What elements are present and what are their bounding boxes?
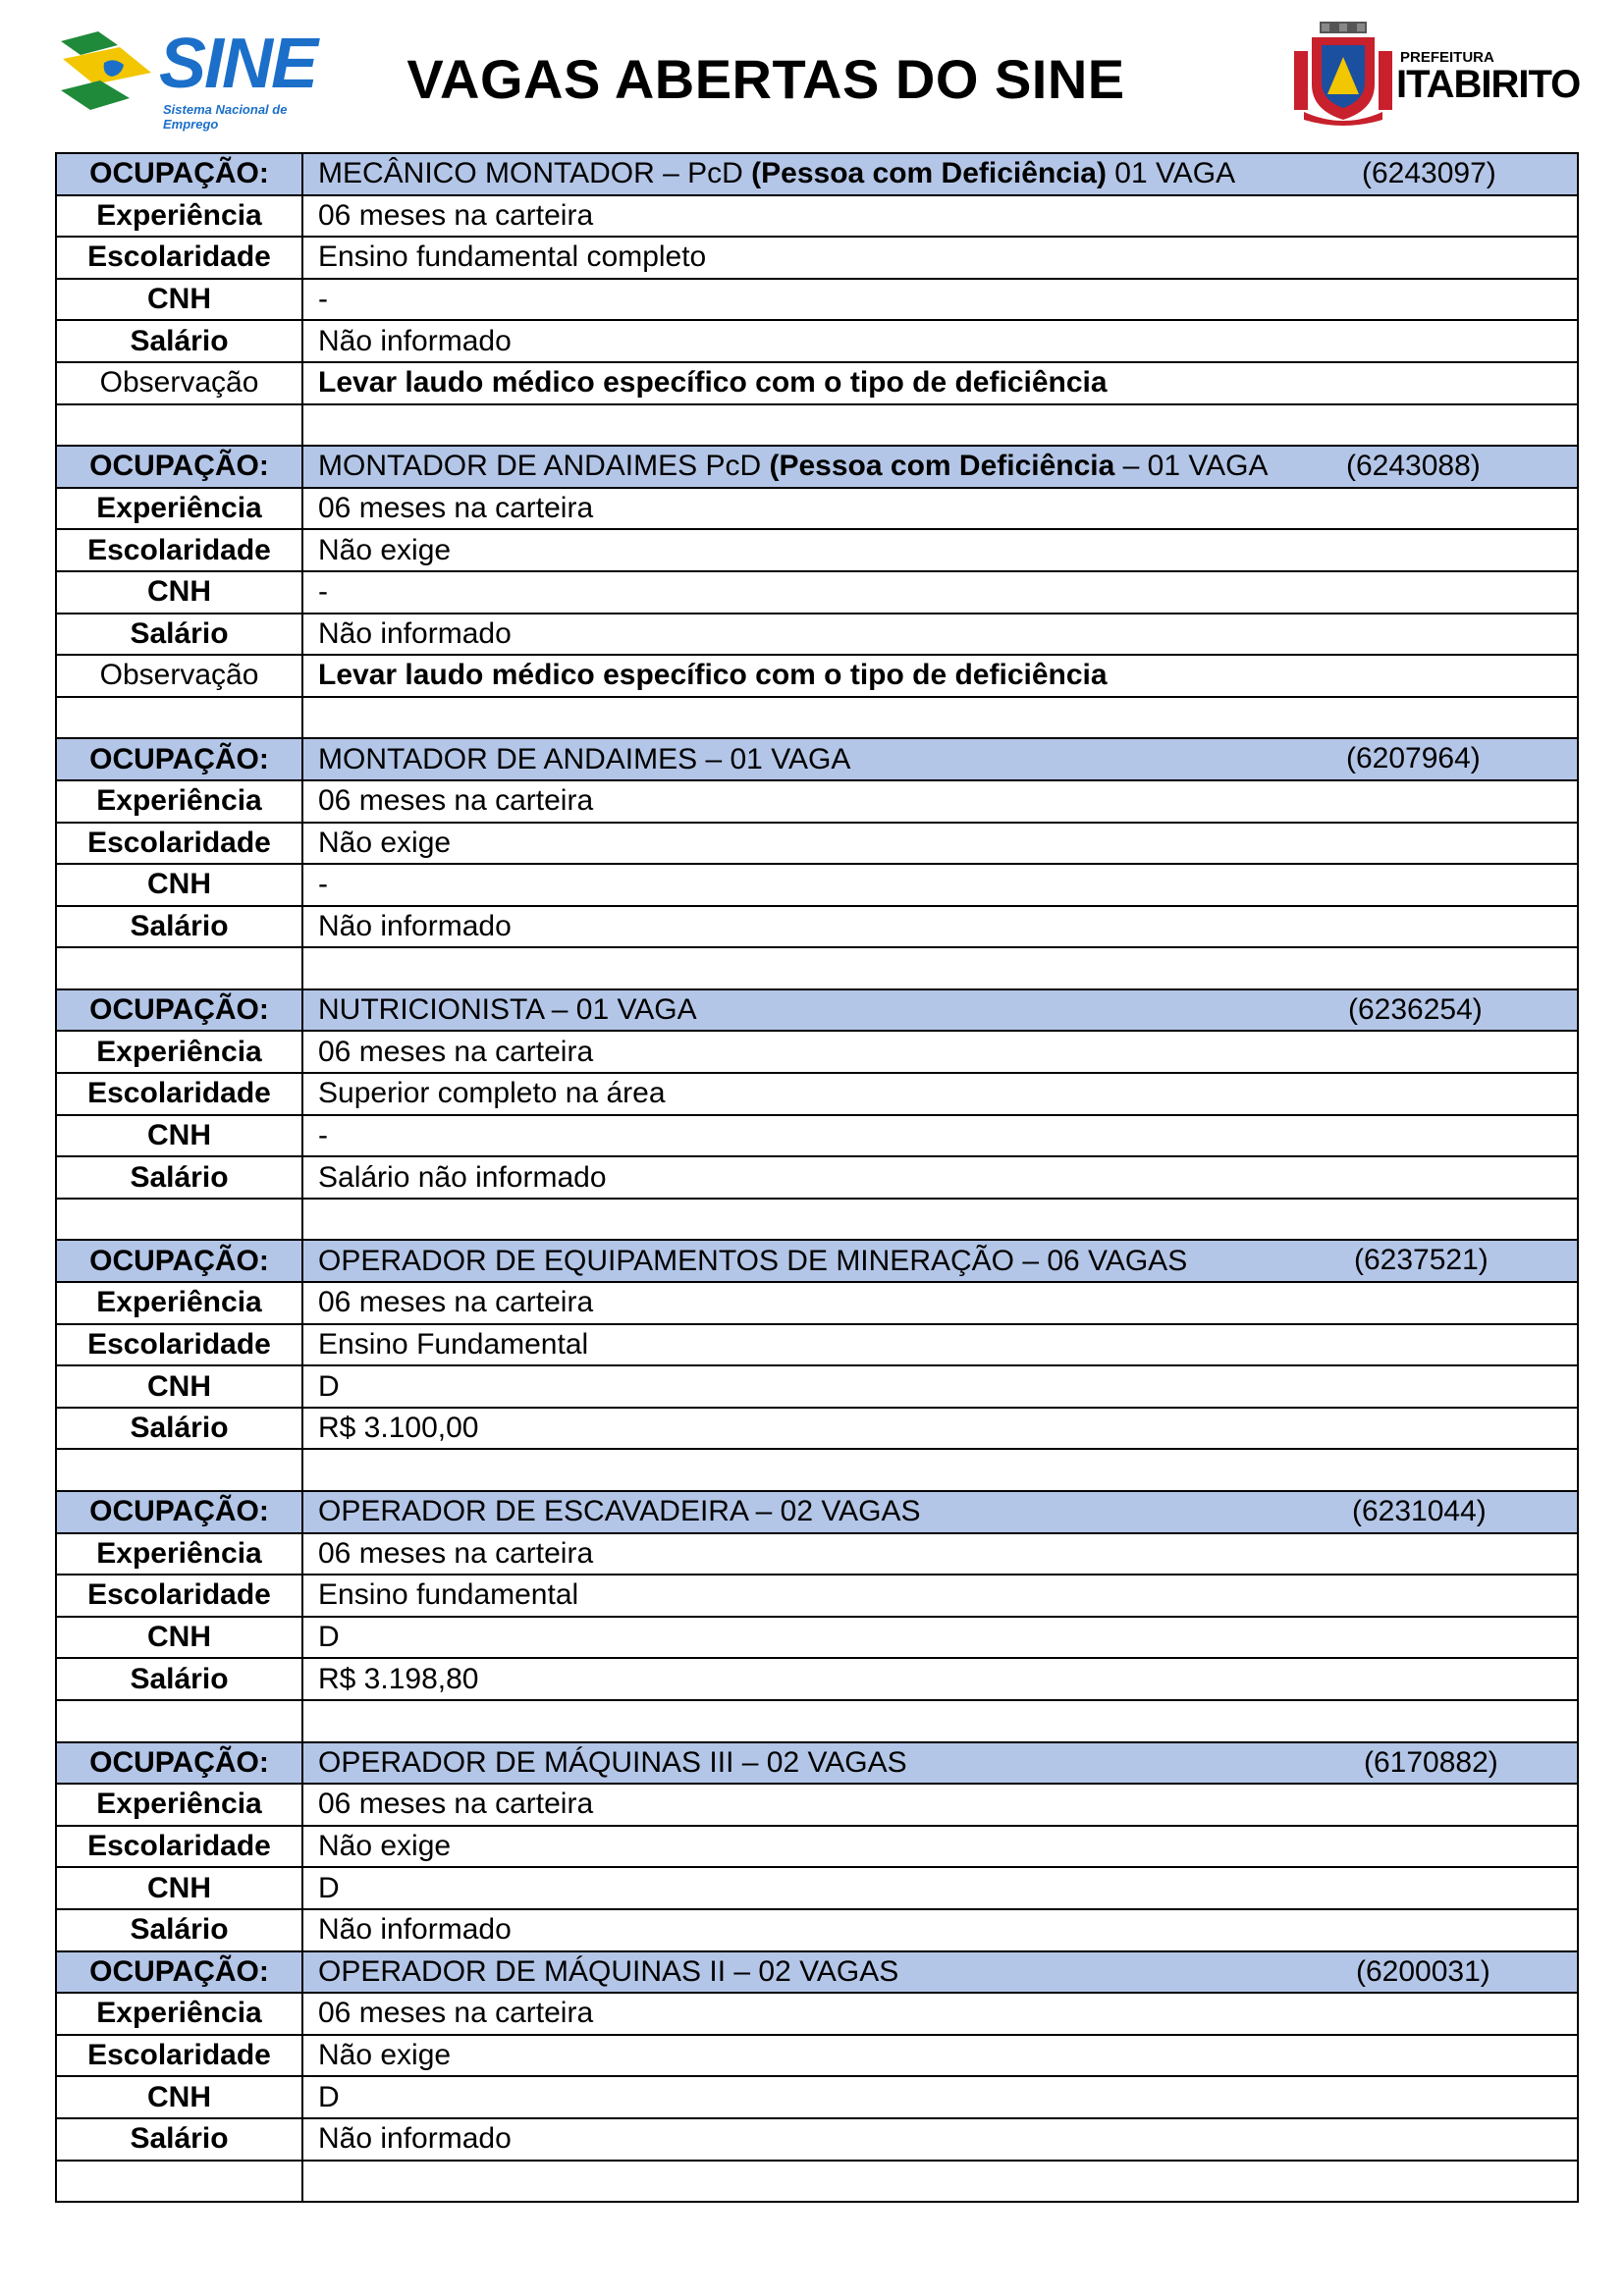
education-label: Escolaridade xyxy=(56,1324,302,1366)
page-header xyxy=(0,0,1624,147)
job-code: (6237521) xyxy=(1354,1244,1489,1277)
drivers-license-value: D xyxy=(302,1867,1578,1909)
experience-value: 06 meses na carteira xyxy=(302,1993,1578,2035)
drivers-license-label: CNH xyxy=(56,1365,302,1408)
education-label: Escolaridade xyxy=(56,1826,302,1868)
drivers-license-row xyxy=(56,864,1578,906)
page-title: VAGAS ABERTAS DO SINE xyxy=(406,48,1125,110)
occupation-title-tail: – 01 VAGA xyxy=(1114,450,1269,483)
occupation-label: OCUPAÇÃO: xyxy=(56,446,302,488)
drivers-license-value: D xyxy=(302,2076,1578,2118)
education-label: Escolaridade xyxy=(56,1575,302,1617)
sine-logo-subtitle: Sistema Nacional de Emprego xyxy=(163,102,288,132)
occupation-title xyxy=(302,446,1578,488)
occupation-title-bold: (Pessoa com Deficiência xyxy=(769,450,1115,483)
occupation-title-text: MONTADOR DE ANDAIMES – 01 VAGA xyxy=(318,742,851,775)
experience-label: Experiência xyxy=(56,195,302,238)
education-label: Escolaridade xyxy=(56,237,302,279)
salary-label: Salário xyxy=(56,320,302,362)
salary-row xyxy=(56,614,1578,656)
salary-row xyxy=(56,1658,1578,1700)
drivers-license-label: CNH xyxy=(56,2076,302,2118)
experience-value: 06 meses na carteira xyxy=(302,1533,1578,1575)
blank-cell xyxy=(56,1199,302,1241)
occupation-title xyxy=(302,1951,1578,1994)
drivers-license-row xyxy=(56,279,1578,321)
drivers-license-label: CNH xyxy=(56,571,302,614)
sine-logo xyxy=(61,25,341,132)
occupation-title xyxy=(302,1240,1578,1282)
education-row xyxy=(56,1324,1578,1366)
occupation-label: OCUPAÇÃO: xyxy=(56,1742,302,1785)
education-label: Escolaridade xyxy=(56,2035,302,2077)
education-value: Não exige xyxy=(302,823,1578,865)
occupation-title-text: NUTRICIONISTA – 01 VAGA xyxy=(318,993,697,1027)
experience-value: 06 meses na carteira xyxy=(302,488,1578,530)
salary-value: Salário não informado xyxy=(302,1156,1578,1199)
occupation-row xyxy=(56,446,1578,488)
education-value: Não exige xyxy=(302,529,1578,571)
occupation-row xyxy=(56,1491,1578,1533)
observation-value: Levar laudo médico específico com o tipo de deficiência xyxy=(302,655,1578,697)
drivers-license-value: - xyxy=(302,279,1578,321)
blank-row xyxy=(56,1449,1578,1491)
job-code: (6231044) xyxy=(1352,1495,1487,1527)
occupation-title xyxy=(302,1491,1578,1533)
observation-label: Observação xyxy=(56,362,302,404)
blank-cell xyxy=(56,1700,302,1742)
blank-cell xyxy=(56,404,302,447)
occupation-label: OCUPAÇÃO: xyxy=(56,1491,302,1533)
occupation-title-text: OPERADOR DE EQUIPAMENTOS DE MINERAÇÃO – 06 VAGAS xyxy=(318,1244,1188,1277)
job-code: (6170882) xyxy=(1364,1745,1498,1779)
observation-row xyxy=(56,655,1578,697)
experience-label: Experiência xyxy=(56,780,302,823)
experience-row xyxy=(56,1993,1578,2035)
drivers-license-value: D xyxy=(302,1617,1578,1659)
job-vacancies-table xyxy=(55,152,1579,2203)
job-code: (6243088) xyxy=(1346,450,1481,483)
education-label: Escolaridade xyxy=(56,823,302,865)
city-name: ITABIRITO xyxy=(1396,63,1581,106)
education-value: Ensino Fundamental xyxy=(302,1324,1578,1366)
education-value: Não exige xyxy=(302,2035,1578,2077)
occupation-title-tail: 01 VAGA xyxy=(1106,157,1236,190)
salary-value: R$ 3.100,00 xyxy=(302,1408,1578,1450)
drivers-license-value: D xyxy=(302,1365,1578,1408)
prefeitura-logo xyxy=(1294,22,1579,130)
occupation-title xyxy=(302,989,1578,1032)
blank-cell xyxy=(56,697,302,739)
experience-value: 06 meses na carteira xyxy=(302,1784,1578,1826)
experience-label: Experiência xyxy=(56,1031,302,1073)
education-row xyxy=(56,529,1578,571)
occupation-row xyxy=(56,1240,1578,1282)
education-row xyxy=(56,237,1578,279)
blank-row xyxy=(56,1700,1578,1742)
blank-row xyxy=(56,697,1578,739)
salary-row xyxy=(56,2118,1578,2161)
experience-label: Experiência xyxy=(56,488,302,530)
salary-label: Salário xyxy=(56,1408,302,1450)
drivers-license-value: - xyxy=(302,864,1578,906)
occupation-title xyxy=(302,738,1578,780)
salary-row xyxy=(56,1408,1578,1450)
occupation-title-text: MECÂNICO MONTADOR – PcD xyxy=(318,157,752,190)
blank-row xyxy=(56,1199,1578,1241)
blank-cell xyxy=(302,947,1578,989)
salary-value: Não informado xyxy=(302,320,1578,362)
salary-value: R$ 3.198,80 xyxy=(302,1658,1578,1700)
blank-cell xyxy=(302,1199,1578,1241)
blank-cell xyxy=(302,1449,1578,1491)
salary-value: Não informado xyxy=(302,1909,1578,1951)
occupation-title xyxy=(302,1742,1578,1785)
blank-row xyxy=(56,947,1578,989)
education-label: Escolaridade xyxy=(56,529,302,571)
drivers-license-row xyxy=(56,1365,1578,1408)
experience-label: Experiência xyxy=(56,1533,302,1575)
salary-label: Salário xyxy=(56,2118,302,2161)
salary-label: Salário xyxy=(56,614,302,656)
blank-cell xyxy=(56,2161,302,2203)
occupation-row xyxy=(56,1742,1578,1785)
brazil-flag-icon xyxy=(61,29,159,118)
blank-cell xyxy=(302,404,1578,447)
experience-value: 06 meses na carteira xyxy=(302,1282,1578,1324)
occupation-label: OCUPAÇÃO: xyxy=(56,1240,302,1282)
drivers-license-label: CNH xyxy=(56,1867,302,1909)
job-vacancies-body xyxy=(56,153,1578,2202)
blank-cell xyxy=(302,2161,1578,2203)
salary-row xyxy=(56,1909,1578,1951)
education-label: Escolaridade xyxy=(56,1073,302,1115)
experience-row xyxy=(56,1031,1578,1073)
occupation-row xyxy=(56,989,1578,1032)
experience-row xyxy=(56,1533,1578,1575)
drivers-license-label: CNH xyxy=(56,279,302,321)
experience-row xyxy=(56,780,1578,823)
occupation-title-text: OPERADOR DE MÁQUINAS II – 02 VAGAS xyxy=(318,1954,899,1988)
observation-label: Observação xyxy=(56,655,302,697)
occupation-label: OCUPAÇÃO: xyxy=(56,153,302,195)
experience-row xyxy=(56,1784,1578,1826)
salary-label: Salário xyxy=(56,906,302,948)
education-row xyxy=(56,1073,1578,1115)
experience-row xyxy=(56,195,1578,238)
occupation-row xyxy=(56,738,1578,780)
job-code: (6243097) xyxy=(1362,157,1496,189)
education-row xyxy=(56,2035,1578,2077)
blank-cell xyxy=(302,697,1578,739)
occupation-title-text: OPERADOR DE ESCAVADEIRA – 02 VAGAS xyxy=(318,1495,921,1528)
blank-cell xyxy=(302,1700,1578,1742)
education-value: Superior completo na área xyxy=(302,1073,1578,1115)
observation-row xyxy=(56,362,1578,404)
salary-value: Não informado xyxy=(302,2118,1578,2161)
occupation-label: OCUPAÇÃO: xyxy=(56,738,302,780)
experience-value: 06 meses na carteira xyxy=(302,195,1578,238)
education-row xyxy=(56,823,1578,865)
experience-label: Experiência xyxy=(56,1993,302,2035)
salary-row xyxy=(56,320,1578,362)
occupation-title-text: OPERADOR DE MÁQUINAS III – 02 VAGAS xyxy=(318,1745,907,1779)
occupation-row xyxy=(56,153,1578,195)
salary-value: Não informado xyxy=(302,906,1578,948)
salary-label: Salário xyxy=(56,1156,302,1199)
occupation-label: OCUPAÇÃO: xyxy=(56,1951,302,1994)
drivers-license-row xyxy=(56,1617,1578,1659)
experience-value: 06 meses na carteira xyxy=(302,780,1578,823)
experience-label: Experiência xyxy=(56,1282,302,1324)
salary-label: Salário xyxy=(56,1909,302,1951)
sine-logo-word: SINE xyxy=(159,25,317,103)
drivers-license-value: - xyxy=(302,571,1578,614)
salary-value: Não informado xyxy=(302,614,1578,656)
salary-row xyxy=(56,1156,1578,1199)
drivers-license-row xyxy=(56,571,1578,614)
experience-label: Experiência xyxy=(56,1784,302,1826)
occupation-label: OCUPAÇÃO: xyxy=(56,989,302,1032)
experience-value: 06 meses na carteira xyxy=(302,1031,1578,1073)
job-code: (6200031) xyxy=(1356,1954,1490,1988)
occupation-title-text: MONTADOR DE ANDAIMES PcD xyxy=(318,450,770,483)
blank-row xyxy=(56,2161,1578,2203)
education-row xyxy=(56,1575,1578,1617)
experience-row xyxy=(56,1282,1578,1324)
drivers-license-label: CNH xyxy=(56,1115,302,1157)
prefeitura-label: PREFEITURA xyxy=(1400,49,1494,66)
education-value: Ensino fundamental completo xyxy=(302,237,1578,279)
education-value: Ensino fundamental xyxy=(302,1575,1578,1617)
education-row xyxy=(56,1826,1578,1868)
drivers-license-row xyxy=(56,2076,1578,2118)
drivers-license-value: - xyxy=(302,1115,1578,1157)
drivers-license-row xyxy=(56,1115,1578,1157)
drivers-license-label: CNH xyxy=(56,1617,302,1659)
blank-row xyxy=(56,404,1578,447)
drivers-license-label: CNH xyxy=(56,864,302,906)
job-code: (6207964) xyxy=(1346,742,1481,775)
occupation-row xyxy=(56,1951,1578,1994)
coat-of-arms-icon xyxy=(1294,22,1392,126)
blank-cell xyxy=(56,1449,302,1491)
observation-value: Levar laudo médico específico com o tipo de deficiência xyxy=(302,362,1578,404)
salary-row xyxy=(56,906,1578,948)
education-value: Não exige xyxy=(302,1826,1578,1868)
experience-row xyxy=(56,488,1578,530)
drivers-license-row xyxy=(56,1867,1578,1909)
occupation-title xyxy=(302,153,1578,195)
salary-label: Salário xyxy=(56,1658,302,1700)
blank-cell xyxy=(56,947,302,989)
occupation-title-bold: (Pessoa com Deficiência) xyxy=(751,157,1107,190)
job-code: (6236254) xyxy=(1348,992,1483,1026)
